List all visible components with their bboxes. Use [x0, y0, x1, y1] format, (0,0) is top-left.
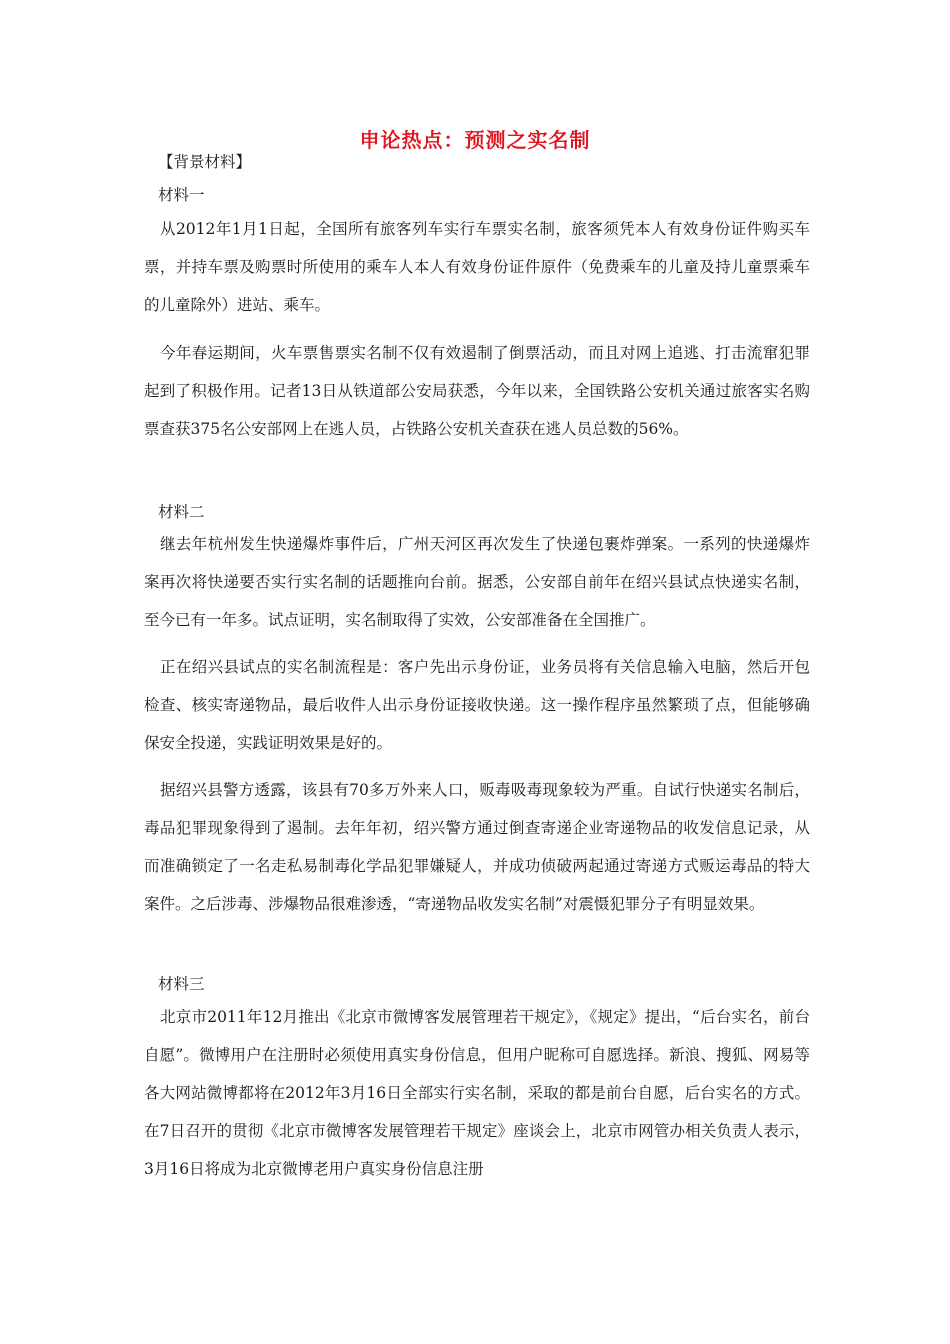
- paragraph-text: 从2012年1月1日起，全国所有旅客列车实行车票实名制，旅客须凭本人有效身份证件购买车票，并持车票及购票时所使用的乘车人本人有效身份证件原件（免费乘车的儿童及持儿童票乘车的儿童除外）进站、乘车。: [144, 220, 810, 314]
- material3-label: 材料三: [158, 975, 205, 993]
- material1-paragraph1: [144, 210, 810, 324]
- material3-paragraph1: [144, 998, 810, 1188]
- material2-paragraph3: [144, 771, 810, 923]
- material1-paragraph2: [144, 334, 810, 448]
- section-header: 【背景材料】: [158, 153, 252, 171]
- material2-paragraph2: [144, 648, 810, 762]
- paragraph-text: 据绍兴县警方透露，该县有70多万外来人口，贩毒吸毒现象较为严重。自试行快递实名制后，毒品犯罪现象得到了遏制。去年年初，绍兴警方通过倒查寄递企业寄递物品的收发信息记录，从而准确锁定了一名走私易制毒化学品犯罪嫌疑人，并成功侦破两起通过寄递方式贩运毒品的特大案件。之后涉毒、涉爆物品很难渗透，“寄递物品收发实名制”对震慑犯罪分子有明显效果。: [144, 781, 810, 913]
- paragraph-text: 北京市2011年12月推出《北京市微博客发展管理若干规定》，《规定》提出，“后台实名，前台自愿”。微博用户在注册时必须使用真实身份信息，但用户昵称可自愿选择。新浪、搜狐、网易等各大网站微博都将在2012年3月16日全部实行实名制，采取的都是前台自愿，后台实名的方式。在7日召开的贯彻《北京市微博客发展管理若干规定》座谈会上，北京市网管办相关负责人表示，3月16日将成为北京微博老用户真实身份信息注册: [144, 1008, 810, 1178]
- document-title: 申论热点：预测之实名制: [359, 128, 591, 152]
- paragraph-text: 正在绍兴县试点的实名制流程是：客户先出示身份证，业务员将有关信息输入电脑，然后开包检查、核实寄递物品，最后收件人出示身份证接收快递。这一操作程序虽然繁琐了点，但能够确保安全投递，实践证明效果是好的。: [144, 658, 810, 752]
- paragraph-text: 今年春运期间，火车票售票实名制不仅有效遏制了倒票活动，而且对网上追逃、打击流窜犯罪起到了积极作用。记者13日从铁道部公安局获悉，今年以来，全国铁路公安机关通过旅客实名购票查获375名公安部网上在逃人员，占铁路公安机关查获在逃人员总数的56%。: [144, 344, 810, 438]
- material1-label: 材料一: [158, 186, 205, 204]
- material2-label: 材料二: [158, 503, 205, 521]
- material2-paragraph1: [144, 525, 810, 639]
- paragraph-text: 继去年杭州发生快递爆炸事件后，广州天河区再次发生了快递包裹炸弹案。一系列的快递爆炸案再次将快递要否实行实名制的话题推向台前。据悉，公安部自前年在绍兴县试点快递实名制，至今已有一年多。试点证明，实名制取得了实效，公安部准备在全国推广。: [144, 535, 810, 629]
